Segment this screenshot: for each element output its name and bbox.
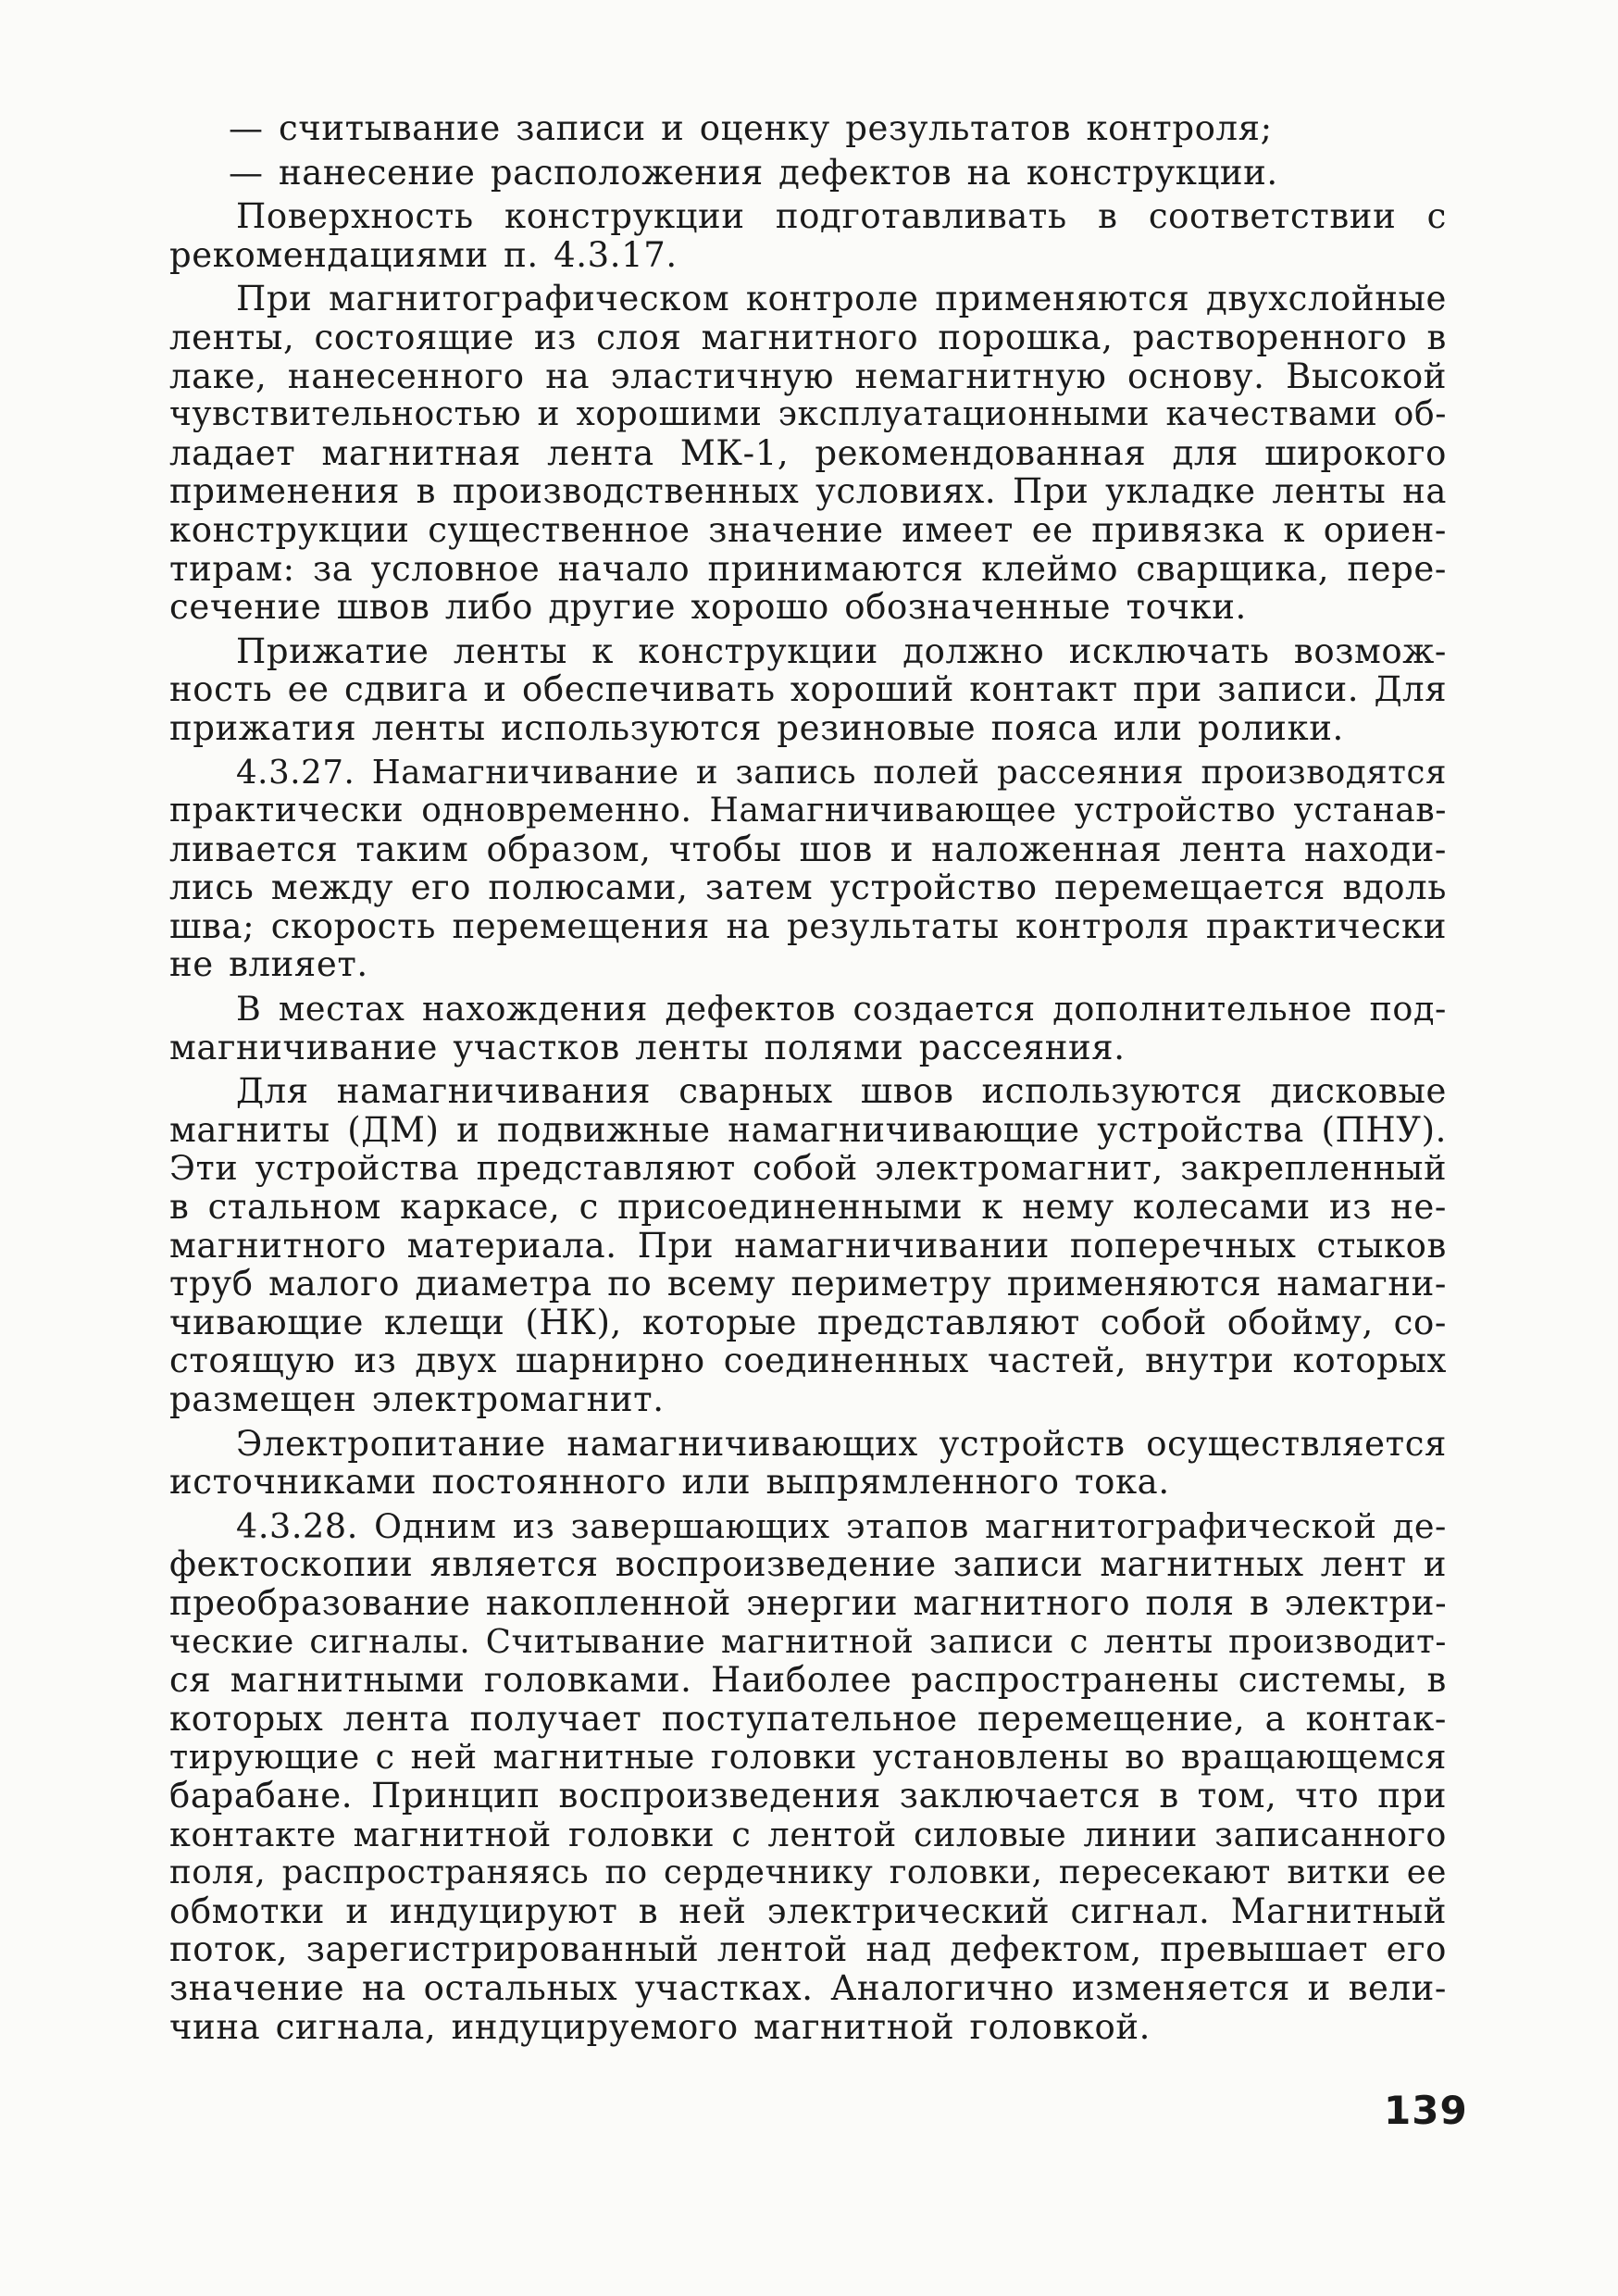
text-line: чивающие клещи (НК), которые представляют собой обойму, со- [169, 1302, 1447, 1342]
text-line: магниты (ДМ) и подвижные намагничивающие устройства (ПНУ). [169, 1109, 1447, 1150]
text-line: рекомендациями п. 4.3.17. [169, 234, 678, 275]
text-line: барабане. Принцип воспроизведения заключается в том, что при [169, 1775, 1447, 1816]
text-line: При магнитографическом контроле применяются двухслойные [236, 279, 1447, 319]
text-line: магничивание участков ленты полями рассеяния. [169, 1027, 1126, 1067]
paragraph-two-layer-tapes [169, 280, 1447, 626]
text-line: стоящую из двух шарнирно соединенных частей, внутри которых [169, 1341, 1447, 1381]
text-line: которых лента получает поступательное перемещение, а контак- [169, 1698, 1447, 1739]
text-line: ленты, состоящие из слоя магнитного порошка, растворенного в [169, 317, 1447, 357]
text-line: размещен электромагнит. [169, 1379, 665, 1419]
text-line: Эти устройства представляют собой электромагнит, закрепленный [169, 1148, 1447, 1189]
text-line: контакте магнитной головки с лентой силовые линии записанного [169, 1814, 1447, 1854]
list-item-dash-2 [169, 154, 1447, 193]
text-line: 4.3.27. Намагничивание и запись полей рассеяния производятся [236, 753, 1447, 792]
text-line: тирам: за условное начало принимаются клеймо сварщика, пере- [169, 548, 1447, 589]
text-line: тирующие с ней магнитные головки установлены во вращающемся [169, 1737, 1447, 1778]
text-line: преобразование накопленной энергии магнитного поля в электри- [169, 1582, 1448, 1623]
text-line: Прижатие ленты к конструкции должно исключать возмож- [236, 630, 1447, 671]
section-4-3-27 [169, 754, 1447, 985]
list-item-dash-1 [169, 109, 1447, 148]
paragraph-tape-pressing [169, 632, 1447, 748]
text-line: лаке, нанесенного на эластичную немагнитную основу. Высокой [169, 356, 1447, 396]
text-line: — считывание записи и оценку результатов контроля; [229, 108, 1273, 148]
text-line: 4.3.28. Одним из завершающих этапов магнитографической де- [236, 1505, 1447, 1546]
text-line: магнитного материала. При намагничивании поперечных стыков [169, 1225, 1447, 1266]
page-number: 139 [1384, 2088, 1468, 2133]
text-line: поля, распространяясь по сердечнику головки, пересекают витки ее [169, 1853, 1447, 1892]
text-line: поток, зарегистрированный лентой над дефектом, превышает его [169, 1929, 1447, 1970]
text-line: — нанесение расположения дефектов на конструкции. [229, 152, 1278, 193]
text-line: фектоскопии является воспроизведение записи магнитных лент и [169, 1544, 1447, 1585]
text-line: прижатия ленты используются резиновые пояса или ролики. [169, 707, 1344, 748]
text-line: практически одновременно. Намагничивающее устройство устанав- [169, 792, 1447, 830]
text-line: обмотки и индуцируют в ней электрический сигнал. Магнитный [169, 1890, 1447, 1931]
text-line: Поверхность конструкции подготавливать в соответствии с [236, 196, 1447, 237]
text-line: источниками постоянного или выпрямленного тока. [169, 1462, 1170, 1503]
text-line: ся магнитными головками. Наиболее распространены системы, в [169, 1660, 1447, 1701]
text-column [169, 109, 1447, 2052]
text-line: ладает магнитная лента МК-1, рекомендованная для широкого [169, 432, 1447, 473]
paragraph-defect-magnetization [169, 990, 1447, 1067]
text-line: конструкции существенное значение имеет ее привязка к ориен- [169, 509, 1447, 550]
paragraph-magnetizing-devices [169, 1072, 1447, 1418]
text-line: Электропитание намагничивающих устройств осуществляется [236, 1423, 1447, 1464]
paragraph-surface-prep [169, 197, 1447, 274]
text-line: ность ее сдвига и обеспечивать хороший контакт при записи. Для [169, 669, 1448, 710]
text-line: не влияет. [169, 944, 368, 985]
text-line: труб малого диаметра по всему периметру применяются намагни- [169, 1264, 1447, 1304]
text-line: ческие сигналы. Считывание магнитной записи с ленты производит- [169, 1622, 1447, 1661]
text-line: значение на остальных участках. Аналогично изменяется и вели- [169, 1967, 1447, 2008]
text-line: в стальном каркасе, с присоединенными к нему колесами из не- [169, 1187, 1447, 1228]
text-line: В местах нахождения дефектов создается дополнительное под- [236, 989, 1447, 1029]
text-line: ливается таким образом, чтобы шов и наложенная лента находи- [169, 829, 1447, 869]
text-line: применения в производственных условиях. При укладке ленты на [169, 471, 1447, 512]
text-line: лись между его полюсами, затем устройство перемещается вдоль [169, 867, 1447, 908]
paragraph-power-supply [169, 1425, 1447, 1502]
text-line: сечение швов либо другие хорошо обозначенные точки. [169, 587, 1247, 628]
text-line: чина сигнала, индуцируемого магнитной головкой. [169, 2006, 1151, 2047]
text-line: чувствительностью и хорошими эксплуатационными качествами об- [169, 395, 1447, 434]
text-line: Для намагничивания сварных швов используются дисковые [236, 1071, 1447, 1112]
text-line: шва; скорость перемещения на результаты контроля практически [169, 905, 1447, 946]
section-4-3-28 [169, 1507, 1447, 2046]
